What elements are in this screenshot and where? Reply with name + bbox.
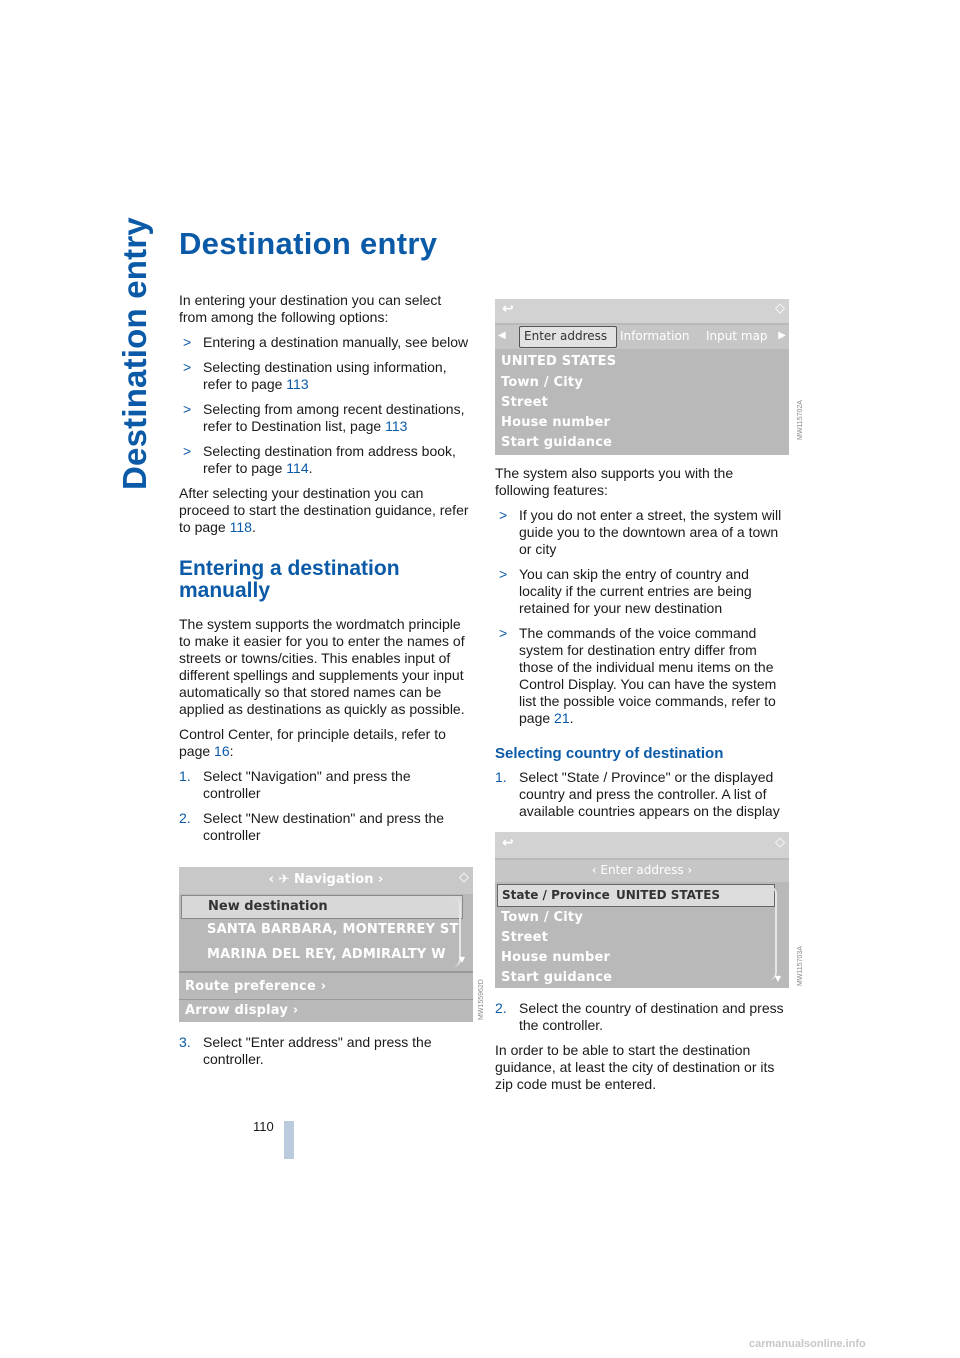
- figure-code: MW155962D: [478, 979, 485, 1020]
- side-chapter-title: Destination entry: [116, 217, 153, 490]
- page-title: Destination entry: [179, 226, 438, 261]
- back-icon: ↩: [502, 301, 514, 317]
- country-step: 2. Select the country of destination and press the controller.: [495, 1000, 784, 1033]
- section-heading-manual: Entering a destination manually: [179, 557, 400, 602]
- arrow-down-icon: ▼: [774, 974, 781, 983]
- option-item: > Selecting destination from address book, refer to page 114.: [183, 443, 456, 476]
- tab-enter-address[interactable]: Enter address: [519, 326, 617, 348]
- column-right-bottom: [495, 1000, 787, 1101]
- page-bar: [284, 1121, 294, 1159]
- option-item: > Selecting from among recent destinations, refer to Destination list, page 113: [183, 401, 465, 434]
- watermark: carmanualsonline.info: [749, 1338, 866, 1350]
- list-item-selected[interactable]: New destination: [181, 895, 463, 919]
- page-link[interactable]: 113: [385, 418, 408, 434]
- feature-item: > The commands of the voice command system for destination entry differ from those of the individual menu items on the Control Display. You can have the system list the possible voice commands, refer to page 21.: [499, 625, 777, 726]
- state-province-screen: [495, 832, 789, 988]
- navigation-icon: ✈: [278, 872, 290, 887]
- addr-header: ‹ Enter address ›: [591, 863, 693, 877]
- list-item[interactable]: Town / City: [501, 910, 584, 925]
- section-heading-country: Selecting country of destination: [495, 745, 724, 762]
- arrow-down-icon: ▼: [458, 955, 465, 964]
- controller-icon: ◇: [775, 835, 785, 850]
- page-link[interactable]: 114: [286, 460, 309, 476]
- tab-input-map[interactable]: Input map: [706, 329, 768, 343]
- after-text: After selecting your destination you can proceed to start the destination guidance, refer to page 118.: [179, 485, 469, 535]
- page-link[interactable]: 113: [286, 376, 309, 392]
- step-3-wrap: [179, 1034, 471, 1076]
- list-item[interactable]: Start guidance: [501, 970, 613, 985]
- figure-code: MW115703A: [797, 946, 804, 986]
- list-item[interactable]: Town / City: [501, 375, 584, 390]
- step-item: 2. Select "New destination" and press the controller: [179, 810, 445, 843]
- menu-item[interactable]: Arrow display ›: [185, 1003, 299, 1018]
- list-item[interactable]: Street: [501, 395, 549, 410]
- back-icon: ↩: [502, 835, 514, 851]
- list-item[interactable]: House number: [501, 950, 611, 965]
- final-paragraph: In order to be able to start the destination guidance, at least the city of destination or its zip code must be entered.: [495, 1042, 775, 1092]
- list-item[interactable]: Street: [501, 930, 549, 945]
- navigation-screen: [179, 867, 473, 1022]
- arrow-left-icon[interactable]: ◀: [498, 330, 506, 341]
- list-item[interactable]: House number: [501, 415, 611, 430]
- page-link[interactable]: 16: [214, 743, 230, 759]
- nav-header: ‹ ✈ Navigation ›: [268, 872, 384, 887]
- controller-icon: ◇: [775, 301, 785, 316]
- list-item[interactable]: SANTA BARBARA, MONTERREY ST: [207, 922, 459, 937]
- chevron-left-icon: ‹: [268, 872, 274, 887]
- feature-item: > You can skip the entry of country and locality if the current entries are being retained for your new destination: [499, 566, 752, 616]
- page-link[interactable]: 118: [229, 519, 252, 535]
- list-item-selected[interactable]: State / Province UNITED STATES: [497, 884, 775, 907]
- step-item: 1. Select "Navigation" and press the controller: [179, 768, 411, 801]
- chevron-right-icon: ›: [378, 872, 384, 887]
- column-left: [179, 292, 471, 852]
- option-item: > Entering a destination manually, see below: [183, 334, 469, 350]
- enter-address-screen: [495, 299, 789, 455]
- option-item: > Selecting destination using information, refer to page 113: [183, 359, 447, 392]
- figure-code: MW115702A: [797, 400, 804, 440]
- list-item[interactable]: MARINA DEL REY, ADMIRALTY W: [207, 947, 446, 962]
- features-intro: The system also supports you with the following features:: [495, 465, 734, 498]
- menu-item[interactable]: Route preference ›: [185, 979, 327, 994]
- page-number: 110: [253, 1119, 274, 1134]
- list-item[interactable]: Start guidance: [501, 435, 613, 450]
- intro-text: In entering your destination you can select from among the following options:: [179, 292, 442, 325]
- step-item: 3. Select "Enter address" and press the controller.: [179, 1034, 432, 1067]
- arrow-right-icon[interactable]: ▶: [778, 330, 786, 341]
- country-step: 1. Select "State / Province" or the displayed country and press the controller. A list of available countries appears on the display: [495, 769, 780, 819]
- tab-information[interactable]: Information: [620, 329, 690, 343]
- list-item[interactable]: UNITED STATES: [501, 354, 617, 369]
- manual-paragraph: The system supports the wordmatch principle to make it easier for you to enter the names of streets or towns/cities. This enables input of different spellings and supplements your input automatically so that stored names can be applied as destinations as quickly as possible.: [179, 616, 465, 717]
- controller-icon: ◇: [459, 870, 469, 885]
- feature-item: > If you do not enter a street, the system will guide you to the downtown area of a town or city: [499, 507, 782, 557]
- control-center-text: Control Center, for principle details, refer to page 16:: [179, 726, 446, 759]
- page-link[interactable]: 21: [554, 710, 570, 726]
- scrollbar[interactable]: [769, 886, 777, 980]
- column-right: [495, 465, 787, 828]
